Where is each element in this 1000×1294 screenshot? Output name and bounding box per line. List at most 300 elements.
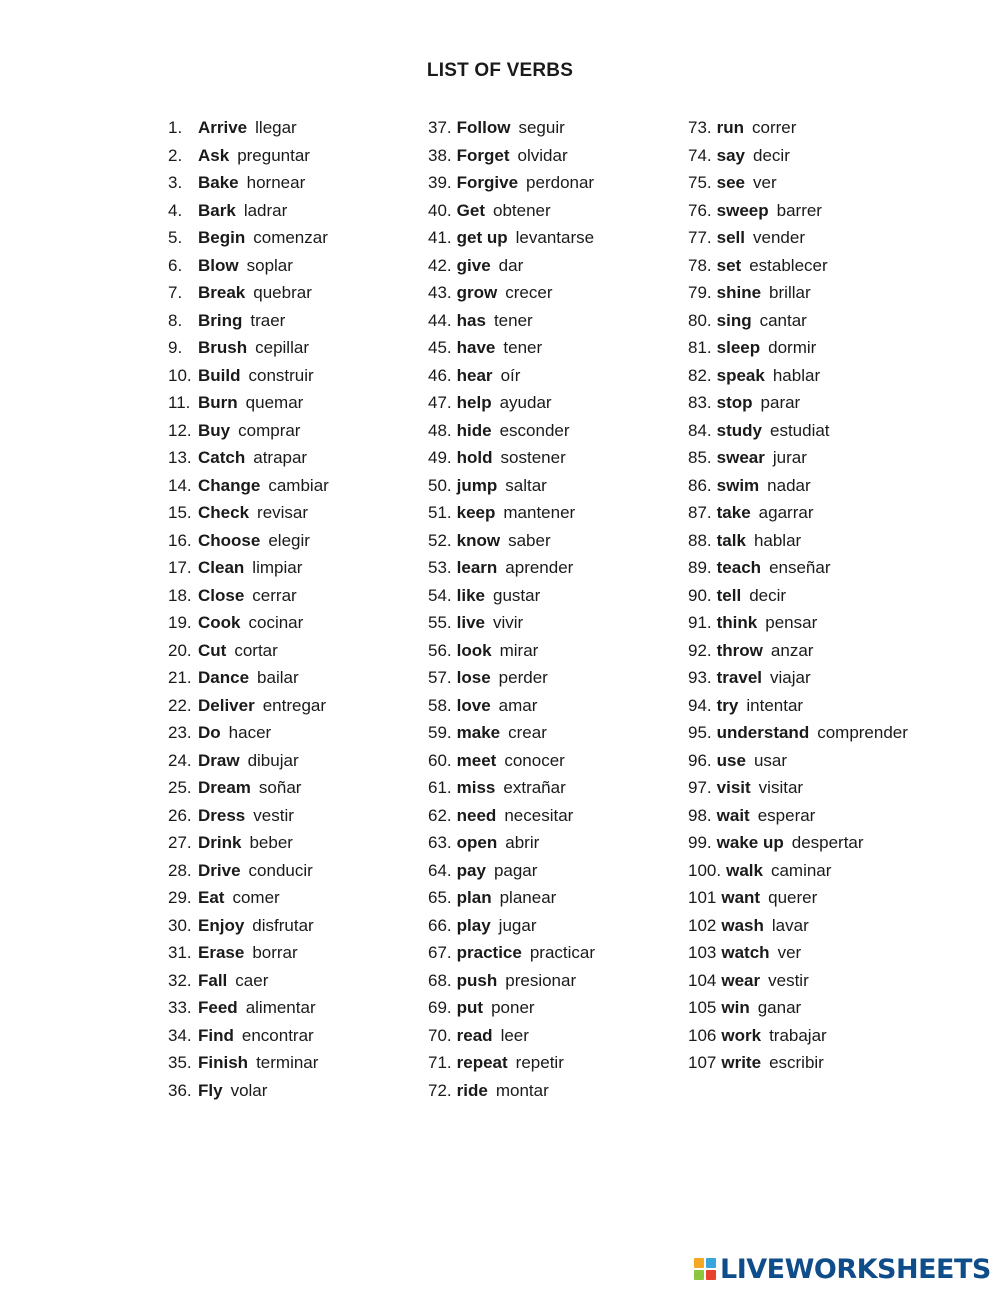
verb-entry [688,747,908,775]
verb-number: 54. [428,585,452,605]
verb-english: Dance [198,668,250,687]
verb-number: 93. [688,668,712,687]
verb-number: 10. [168,365,192,385]
verb-number: 12. [168,420,192,440]
verb-number: 6. [168,255,183,275]
verb-number: 34. [168,1025,192,1045]
verb-spanish: nadar [767,475,811,495]
verb-spanish: despertar [791,833,864,852]
verb-number: 32. [168,970,192,990]
verb-english: live [456,613,485,632]
verb-spanish: bailar [257,668,299,687]
verb-entry [168,417,329,445]
verb-english: watch [721,943,770,962]
verb-english: Drink [198,833,242,852]
verb-spanish: olvidar [517,145,568,165]
verb-english: Draw [198,750,240,770]
verb-spanish: crecer [505,283,553,302]
verb-entry [428,499,595,527]
verb-entry [688,719,908,747]
verb-english: teach [716,558,762,577]
verb-number: 77. [688,228,712,247]
verb-spanish: saber [508,530,551,550]
logo-tile [706,1258,716,1268]
verb-spanish: entregar [262,695,327,715]
verb-number: 79. [688,283,712,302]
verb-entry [428,857,595,885]
verb-entry [168,169,329,197]
verb-english: Build [198,365,241,385]
verb-entry [428,142,595,170]
verb-entry [688,1022,908,1050]
verb-english: know [456,530,501,550]
verb-english: Fall [198,970,228,990]
logo-text: LIVEWORKSHEETS [720,1253,991,1285]
verb-english: Get [456,200,485,220]
verb-entry [688,444,908,472]
verb-entry [428,774,595,802]
verb-entry [688,279,908,307]
verb-entry [428,967,595,995]
verb-english: sing [716,310,752,330]
verb-spanish: perder [498,668,548,687]
verb-entry [428,417,595,445]
verb-english: pay [456,860,486,880]
verb-english: practice [456,943,522,962]
verb-spanish: querer [768,888,818,907]
verb-number: 78. [688,255,712,275]
verb-english: stop [716,393,753,412]
verb-entry [688,142,908,170]
verb-english: use [716,750,746,770]
verb-english: wait [716,805,750,825]
verb-english: see [716,173,746,192]
verb-entry [428,939,595,967]
verb-entry [688,664,908,692]
verb-entry [688,829,908,857]
verb-english: keep [456,503,496,522]
verb-entry [168,142,329,170]
verb-entry [428,114,595,142]
verb-number: 76. [688,200,712,220]
verb-number: 65. [428,888,452,907]
verb-number: 99. [688,833,712,852]
verb-number: 39. [428,173,452,192]
verb-entry [428,224,595,252]
verb-english: wash [721,915,764,935]
verb-number: 73. [688,118,712,137]
verb-english: lose [456,668,491,687]
verb-entry [428,307,595,335]
verb-spanish: disfrutar [252,915,314,935]
verb-spanish: ladrar [243,200,288,220]
verb-number: 101 [688,888,717,907]
verb-entry [428,609,595,637]
verb-number: 47. [428,393,452,412]
verb-spanish: soplar [246,255,293,275]
verb-number: 21. [168,668,192,687]
verb-entry [688,802,908,830]
verb-number: 103 [688,943,717,962]
verb-entry [168,499,329,527]
verb-english: try [716,695,739,715]
verb-entry [428,1049,595,1077]
verb-english: Erase [198,943,245,962]
verb-english: Burn [198,393,238,412]
verb-number: 63. [428,833,452,852]
verb-english: make [456,723,501,742]
verb-english: wake up [716,833,784,852]
verb-entry [688,774,908,802]
verb-english: shine [716,283,762,302]
verb-entry [428,362,595,390]
verb-spanish: ver [753,173,777,192]
verb-entry [168,967,329,995]
verb-number: 55. [428,613,452,632]
verb-english: like [456,585,485,605]
verb-spanish: borrar [252,943,298,962]
verb-english: Bake [198,173,239,192]
verb-spanish: alimentar [245,998,316,1017]
verb-spanish: aprender [505,558,574,577]
verb-english: need [456,805,497,825]
verb-number: 35. [168,1053,192,1072]
verb-spanish: obtener [492,200,551,220]
verb-english: Cook [198,613,241,632]
verb-spanish: quemar [245,393,304,412]
verb-english: repeat [456,1053,508,1072]
verb-entry [168,252,329,280]
verb-english: Do [198,723,221,742]
verb-entry [428,472,595,500]
verb-number: 66. [428,915,452,935]
verb-entry [428,554,595,582]
verb-english: hold [456,448,493,467]
verb-entry [688,994,908,1022]
verb-entry [168,802,329,830]
verb-english: Forget [456,145,510,165]
verb-number: 14. [168,475,192,495]
verb-number: 4. [168,200,183,220]
verb-number: 24. [168,750,192,770]
verb-entry [168,1022,329,1050]
verb-english: tell [716,585,742,605]
verb-spanish: amar [498,695,538,715]
verb-entry [688,857,908,885]
verb-english: meet [456,750,497,770]
verb-spanish: construir [248,365,314,385]
verb-entry [168,279,329,307]
verb-entry [688,307,908,335]
verb-spanish: esperar [757,805,816,825]
verb-entry [428,444,595,472]
verb-english: Break [198,283,246,302]
verb-number: 89. [688,558,712,577]
verb-spanish: caer [235,970,269,990]
verb-number: 7. [168,283,183,302]
verb-spanish: tener [493,310,533,330]
logo-tile [694,1258,704,1268]
verb-number: 61. [428,778,452,797]
verb-entry [428,747,595,775]
verb-spanish: cepillar [255,338,309,357]
verb-number: 16. [168,530,192,550]
verb-spanish: sostener [500,448,566,467]
verb-number: 26. [168,805,192,825]
verb-spanish: vestir [253,805,294,825]
verb-number: 102 [688,915,717,935]
verb-spanish: pagar [493,860,538,880]
verb-entry [688,582,908,610]
verb-spanish: perdonar [526,173,595,192]
verb-english: Blow [198,255,239,275]
verb-number: 67. [428,943,452,962]
verb-spanish: cortar [234,640,278,660]
verb-number: 62. [428,805,452,825]
verb-number: 57. [428,668,452,687]
verb-entry [428,664,595,692]
verb-spanish: escribir [769,1053,824,1072]
verb-spanish: brillar [769,283,811,302]
verb-entry [168,554,329,582]
verb-spanish: limpiar [252,558,303,577]
verb-number: 96. [688,750,712,770]
verb-number: 38. [428,145,452,165]
verb-entry [168,197,329,225]
verb-number: 87. [688,503,712,522]
verb-english: Deliver [198,695,255,715]
verb-entry [168,1049,329,1077]
verb-entry [168,994,329,1022]
verb-english: Dream [198,778,251,797]
verb-number: 1. [168,118,183,137]
verb-number: 53. [428,558,452,577]
verb-entry [168,939,329,967]
verb-english: Change [198,475,261,495]
verb-english: win [721,998,750,1017]
verb-entry [168,527,329,555]
verb-number: 28. [168,860,192,880]
verb-entry [168,774,329,802]
verb-spanish: parar [760,393,801,412]
verb-number: 8. [168,310,183,330]
verb-spanish: vivir [493,613,524,632]
verb-entry [688,114,908,142]
verb-spanish: intentar [746,695,804,715]
verb-spanish: traer [250,310,286,330]
verb-spanish: enseñar [769,558,831,577]
verb-english: say [716,145,746,165]
verb-spanish: vestir [768,970,809,990]
verb-entry [688,472,908,500]
verb-spanish: estudiat [769,420,830,440]
verb-spanish: hacer [228,723,272,742]
verb-number: 56. [428,640,452,660]
verb-entry [168,857,329,885]
verb-number: 83. [688,393,712,412]
verb-english: Enjoy [198,915,245,935]
verb-english: work [721,1025,762,1045]
verb-entry [428,692,595,720]
verb-entry [428,1022,595,1050]
verb-number: 49. [428,448,452,467]
verb-english: talk [716,530,746,550]
verb-entry [168,719,329,747]
verb-english: Ask [198,145,230,165]
verb-english: Drive [198,860,241,880]
verb-column-3 [688,114,908,1077]
verb-spanish: decir [749,585,787,605]
verb-number: 85. [688,448,712,467]
verb-number: 43. [428,283,452,302]
verb-english: love [456,695,491,715]
verb-number: 11. [168,393,191,412]
verb-english: set [716,255,742,275]
verb-spanish: terminar [256,1053,319,1072]
verb-spanish: abrir [505,833,540,852]
verb-spanish: visitar [758,778,804,797]
verb-english: miss [456,778,496,797]
verb-entry [688,1049,908,1077]
verb-english: hide [456,420,492,440]
verb-number: 15. [168,503,192,522]
verb-entry [688,362,908,390]
verb-number: 2. [168,145,183,165]
verb-spanish: ayudar [499,393,552,412]
verb-spanish: beber [249,833,293,852]
verb-english: read [456,1025,493,1045]
verb-number: 51. [428,503,452,522]
verb-spanish: tener [503,338,543,357]
verb-spanish: mantener [503,503,576,522]
verb-english: Fly [198,1080,223,1100]
verb-number: 46. [428,365,452,385]
verb-entry [168,609,329,637]
verb-spanish: hablar [772,365,821,385]
verb-spanish: comprender [817,723,908,742]
verb-spanish: extrañar [503,778,566,797]
verb-entry [168,362,329,390]
verb-entry [688,417,908,445]
page-title: LIST OF VERBS [426,60,574,81]
verb-spanish: repetir [515,1053,564,1072]
verb-number: 64. [428,860,452,880]
verb-number: 5. [168,228,183,247]
verb-entry [168,582,329,610]
verb-number: 106 [688,1025,717,1045]
verb-number: 59. [428,723,452,742]
verb-number: 105 [688,998,717,1017]
verb-number: 97. [688,778,712,797]
verb-spanish: caminar [770,860,832,880]
verb-number: 19. [168,613,192,632]
verb-spanish: jugar [498,915,537,935]
verb-english: think [716,613,758,632]
verb-entry [688,637,908,665]
verb-english: Cut [198,640,227,660]
verb-spanish: viajar [770,668,811,687]
verb-english: put [456,998,484,1017]
verb-english: open [456,833,498,852]
verb-spanish: ganar [757,998,802,1017]
verb-number: 86. [688,475,712,495]
verb-entry [688,967,908,995]
verb-english: has [456,310,486,330]
verb-english: Buy [198,420,231,440]
verb-spanish: revisar [257,503,309,522]
verb-number: 74. [688,145,712,165]
verb-spanish: comprar [238,420,301,440]
verb-number: 88. [688,530,712,550]
verb-entry [428,802,595,830]
verb-entry [688,939,908,967]
verb-spanish: hornear [246,173,306,192]
verb-number: 40. [428,200,452,220]
verb-column-1 [168,114,329,1104]
verb-spanish: agarrar [758,503,814,522]
verb-english: hear [456,365,493,385]
verb-english: Find [198,1025,234,1045]
logo-tiles-icon [694,1258,716,1280]
verb-number: 100. [688,860,722,880]
verb-number: 98. [688,805,712,825]
verb-number: 41. [428,228,452,247]
verb-entry [428,169,595,197]
verb-english: Dress [198,805,246,825]
verb-spanish: pensar [765,613,818,632]
verb-number: 91. [688,613,712,632]
verb-entry [428,197,595,225]
verb-entry [168,334,329,362]
verb-english: help [456,393,492,412]
verb-english: play [456,915,491,935]
verb-spanish: dibujar [247,750,299,770]
verb-number: 52. [428,530,452,550]
verb-number: 75. [688,173,712,192]
verb-entry [168,389,329,417]
verb-english: Begin [198,228,246,247]
liveworksheets-logo[interactable] [694,1253,991,1285]
verb-entry [168,444,329,472]
verb-entry [428,527,595,555]
verb-spanish: saltar [505,475,547,495]
verb-english: swim [716,475,760,495]
verb-spanish: dar [498,255,524,275]
verb-entry [168,664,329,692]
verb-english: ride [456,1080,488,1100]
verb-number: 94. [688,695,712,715]
verb-spanish: vender [753,228,805,247]
verb-number: 36. [168,1080,192,1100]
verb-entry [168,829,329,857]
verb-spanish: preguntar [237,145,310,165]
verb-entry [688,224,908,252]
verb-spanish: levantarse [515,228,595,247]
verb-english: sell [716,228,745,247]
verb-spanish: trabajar [769,1025,827,1045]
verb-spanish: presionar [505,970,577,990]
verb-entry [168,692,329,720]
verb-spanish: quebrar [253,283,312,302]
verb-entry [428,912,595,940]
verb-spanish: correr [752,118,797,137]
verb-english: Eat [198,888,225,907]
verb-english: visit [716,778,751,797]
verb-entry [688,527,908,555]
verb-entry [688,912,908,940]
verb-entry [428,1077,595,1105]
verb-spanish: cambiar [268,475,329,495]
